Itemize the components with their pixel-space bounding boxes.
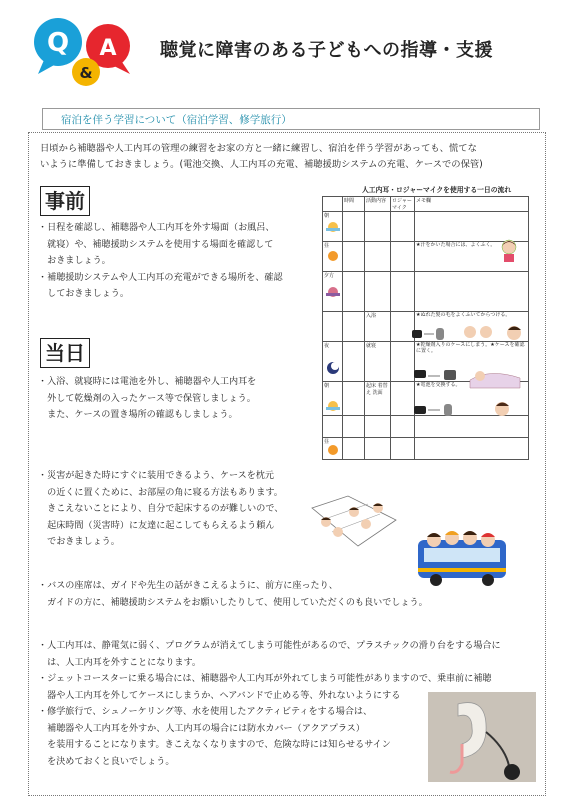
before-heading: 事前 [40,186,90,216]
schedule-time-label: 夕方 [323,272,343,312]
bath-illustration [410,324,526,344]
schedule-activity [365,272,391,312]
q-letter: Q [46,28,70,58]
schedule-note: ★ぬれた髪の毛をよくふいてからつける。 [415,312,529,342]
page-title: 聴覚に障害のある子どもへの指導・支援 [160,40,493,61]
sleep-illustration [410,364,526,390]
schedule-activity: 入浴 [365,312,391,342]
during-heading: 当日 [40,338,90,368]
disaster-line: の近くに置くために、お部屋の角に寝る方法もあります。 [38,487,283,498]
schedule-note [415,212,529,242]
before-line: おきましょう。 [38,256,111,266]
during-line: ・入浴、就寝時には電池を外し、補聴器や人工内耳を [38,377,257,387]
activity-line: は、人工内耳を外すことになります。 [38,657,201,668]
during-text [38,374,256,424]
disaster-line: きこえないことにより、自分で起床するのが難しいので、 [38,504,284,514]
amp-letter: & [79,64,93,82]
schedule-header: 活動内容 [365,197,391,212]
schedule-note: ★乾燥剤入りのケースにしまう。★ケースを確認に置く。 [415,342,529,382]
before-line: 就寝）や、補聴援助システムを使用する場面を確認して [38,239,274,250]
schedule-note [415,438,529,460]
schedule-time-label: 昼 [323,242,343,272]
sleeping-children-illustration [308,490,400,550]
amp-bubble [72,58,100,86]
activity-line: を装用することになります。きこえなくなりますので、危険な時には知らせるサイン [38,740,391,750]
activity-line: ・人工内耳は、静電気に弱く、プログラムが消えてしまう可能性があるので、プラスチックの滑り台をする場合に [38,641,501,651]
schedule-row [323,438,529,460]
bus-text [38,578,428,611]
sunset-icon [326,287,340,297]
bus-line: ガイドの方に、補聴援助システムをお願いしたりして、使用していただくのも良いでしょう。 [38,597,428,608]
schedule-time-label: 昼 [323,438,343,460]
activity-line: を決めておくと良いでしょう。 [38,756,175,767]
schedule-activity: 就寝 [365,342,391,382]
child-illustration [498,238,520,262]
disaster-text [38,468,283,551]
intro-text [40,141,540,173]
before-line: ・日程を確認し、補聴器や人工内耳を外す場面（お風呂、 [38,223,275,233]
cochlear-implant-photo [428,692,536,782]
schedule-header [323,197,343,212]
schedule-header-row [323,197,529,212]
during-line: また、ケースの置き場所の確認もしましょう。 [38,410,238,420]
sunrise-icon [326,401,340,411]
schedule-time-label: 朝 [323,382,343,416]
schedule-activity [365,438,391,460]
a-letter: A [99,36,117,61]
schedule-header: ロジャーマイク [391,197,415,212]
bus-illustration [414,526,512,588]
schedule-header: 時間 [343,197,365,212]
schedule-header: メモ欄 [415,197,529,212]
section-heading: 宿泊を伴う学習について（宿泊学習、修学旅行） [42,108,540,130]
schedule-time-label: 朝 [323,212,343,242]
disaster-line: ・災害が起きた時にすぐに装用できるよう、ケースを枕元 [38,471,274,481]
sun-icon [328,445,338,455]
activity-line: 器や人工内耳を外してケースにしまうか、ヘアバンドで止める等、外れないようにする [38,690,401,701]
time-of-day-icons [324,218,342,458]
disaster-line: でおきましょう。 [38,537,120,547]
schedule-note [415,272,529,312]
bus-line: ・バスの座席は、ガイドや先生の話がきこえるように、前方に座ったり、 [38,581,338,591]
intro-line: いように準備しておきましょう。(電池交換、人工内耳の充電、補聴援助システムの充電、ケースでの保管) [40,159,483,170]
before-text [38,220,283,303]
schedule-row [323,212,529,242]
activity-line: ・修学旅行で、シュノーケリング等、水を使用したアクティビティをする場合は、 [38,707,373,717]
sun-icon [328,251,338,261]
schedule-time-label: 夜 [323,342,343,382]
schedule-row [323,272,529,312]
schedule-activity [365,242,391,272]
before-line: ・補聴援助システムや人工内耳の充電ができる場所を、確認 [38,272,283,283]
schedule-note: ★電池を交換する。 [415,382,529,416]
schedule-activity [365,212,391,242]
activity-line: ・ジェットコースターに乗る場合には、補聴器や人工内耳が外れてしまう可能性がありますので、乗車前に補聴 [38,674,492,684]
intro-line: 日頃から補聴器や人工内耳の管理の練習をお家の方と一緒に練習し、宿泊を伴う学習があっても、慌てな [40,143,477,154]
during-line: 外して乾燥剤の入ったケース等で保管しましょう。 [38,393,256,404]
schedule-activity: 起床 着替え 洗面 [365,382,391,416]
battery-illustration [410,400,526,422]
disaster-line: 起床時間（災害時）に友達に起こしてもらえるよう頼ん [38,520,275,531]
qa-logo [26,14,136,92]
schedule-activity [365,416,391,438]
moon-icon [327,362,339,374]
schedule-note: ★汗をかいた場合には、よくふく。 [415,242,529,272]
schedule-title: 人工内耳・ロジャーマイクを使用する一日の流れ [362,186,512,194]
sunrise-icon [326,222,340,232]
activity-line: 補聴器や人工内耳を外すか、人工内耳の場合には防水カバー（アクアプラス） [38,723,365,734]
before-line: しておきましょう。 [38,289,129,299]
